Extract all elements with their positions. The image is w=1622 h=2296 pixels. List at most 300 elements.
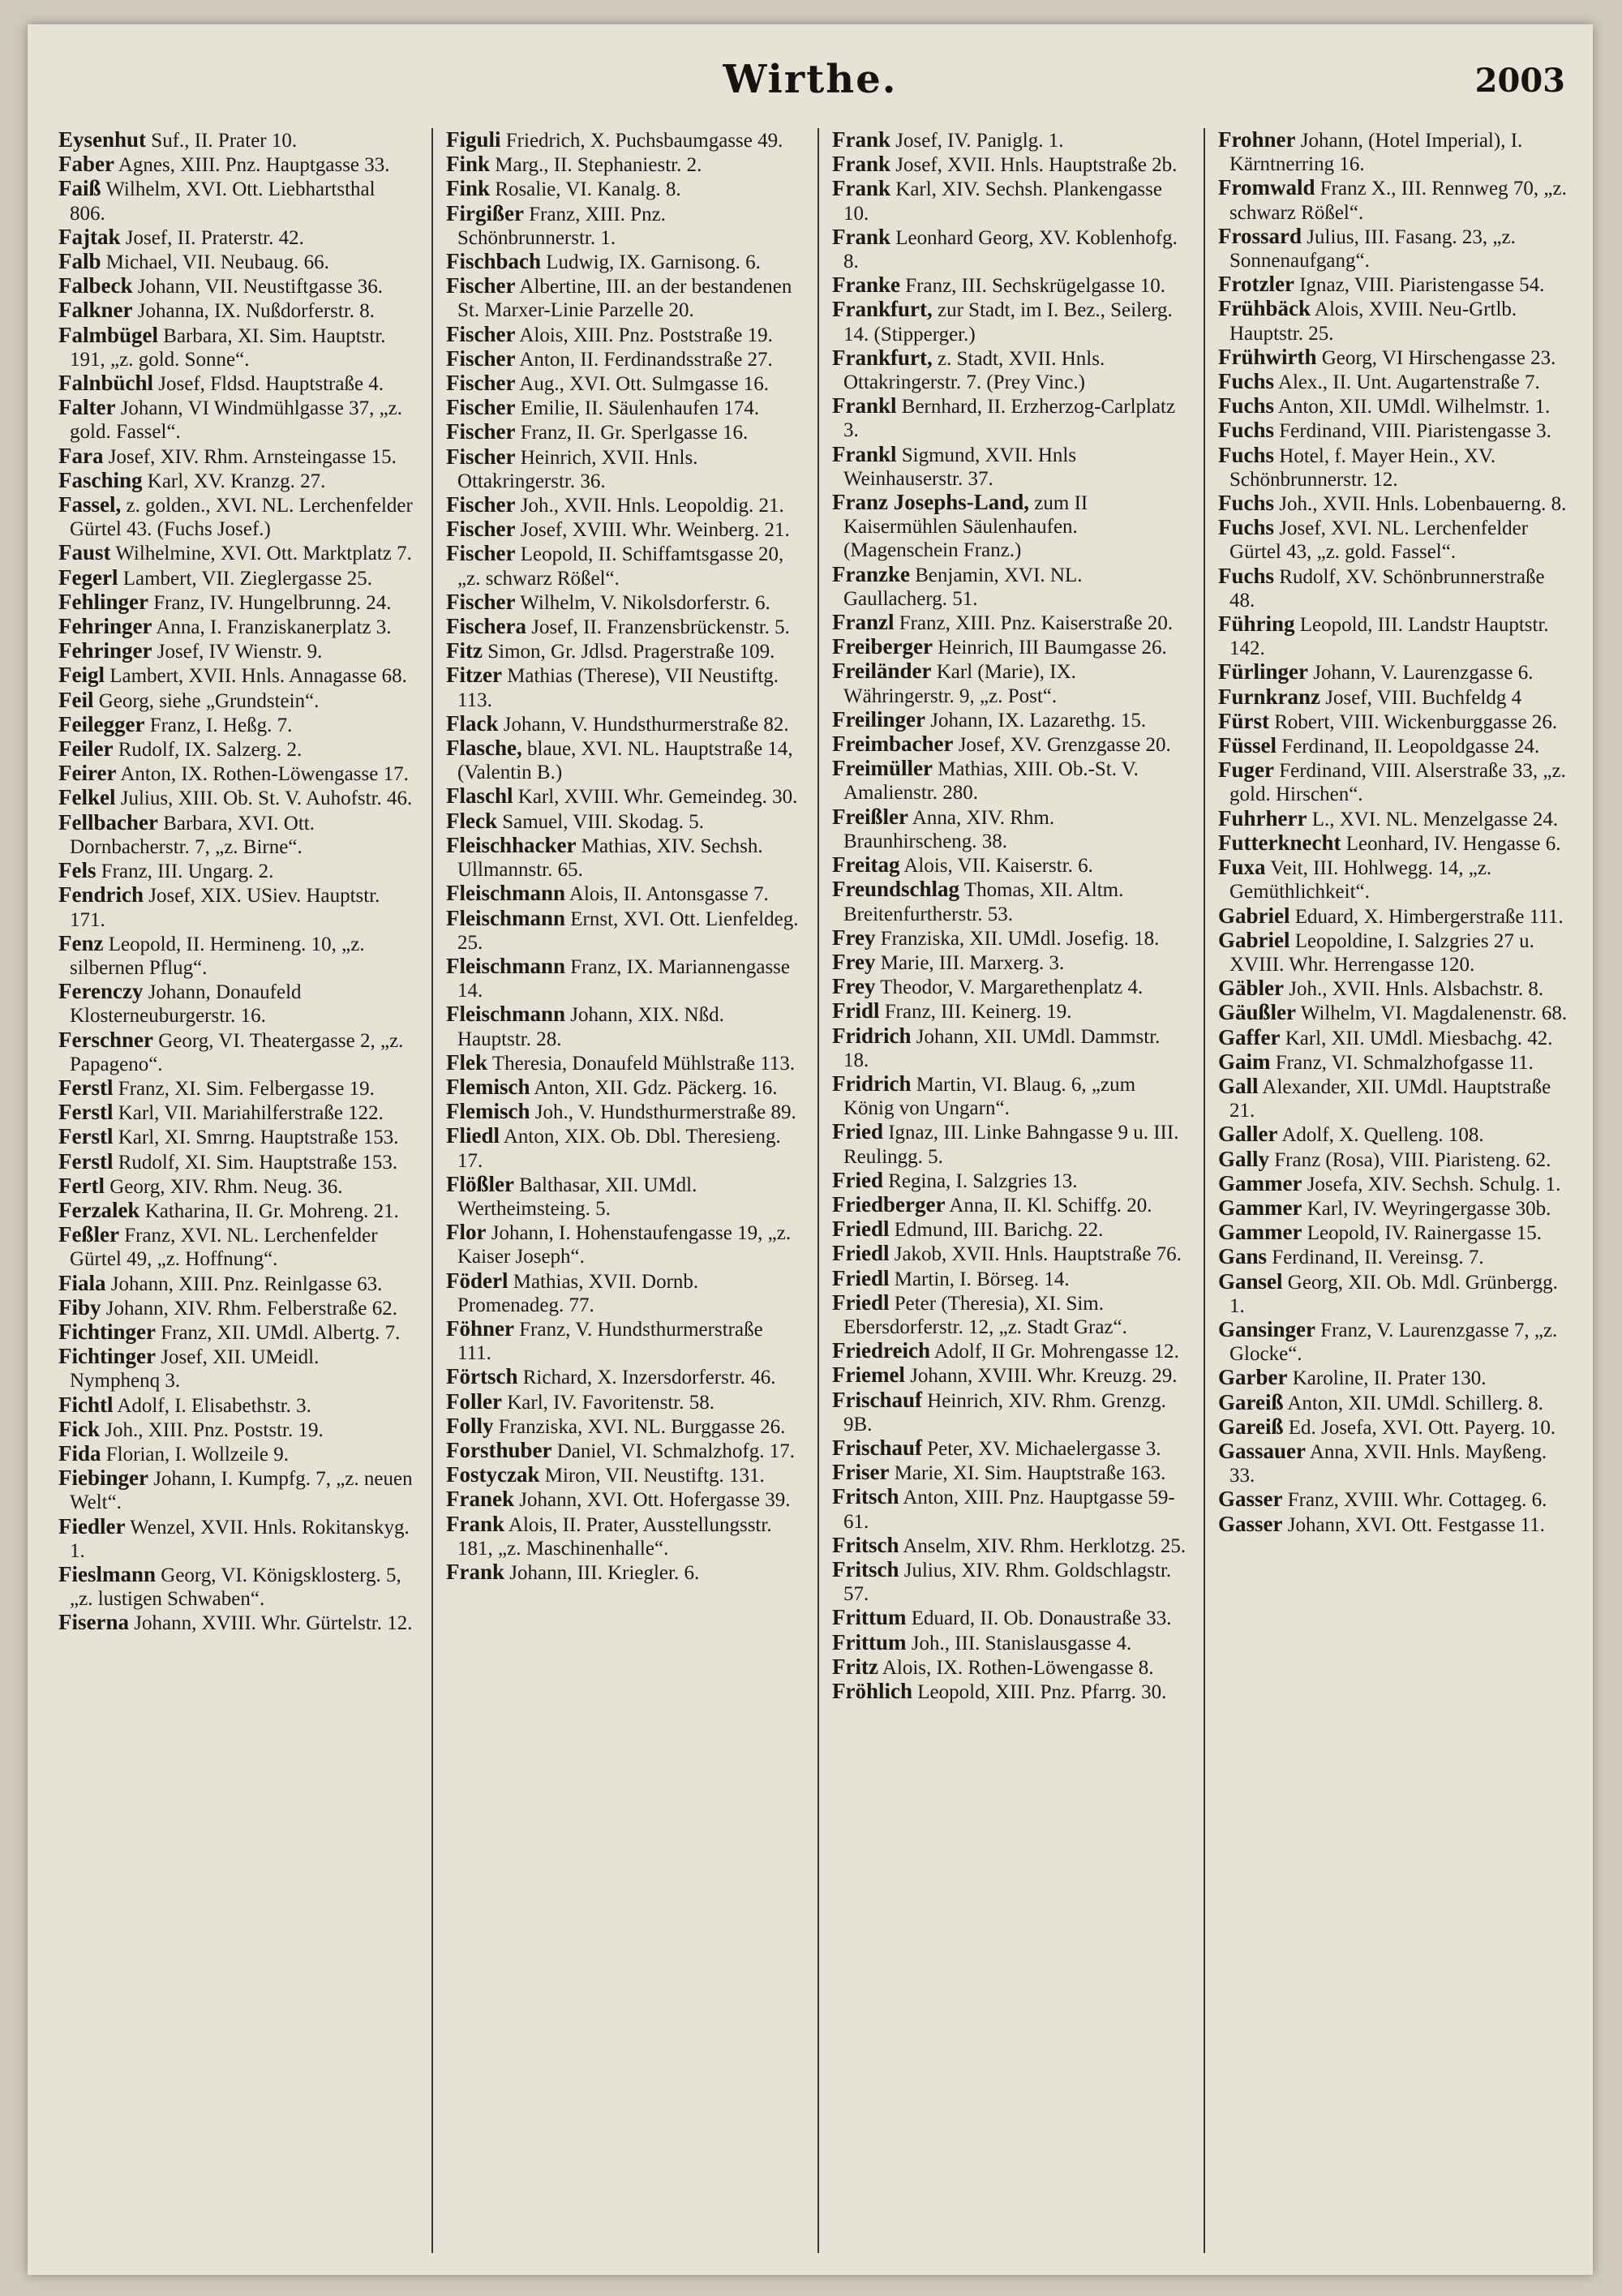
entry-name: Fridrich [832, 1071, 912, 1096]
entry-details: Josef, IV Wienstr. 9. [157, 641, 323, 663]
entry-details: Daniel, VI. Schmalzhofg. 17. [556, 1440, 795, 1462]
directory-entry [433, 202, 805, 250]
entry-details: Leopold, XIII. Pnz. Pfarrg. 30. [917, 1681, 1167, 1703]
columns [45, 128, 1575, 2253]
entry-details: Georg, XIV. Rhm. Neug. 36. [109, 1175, 343, 1198]
entry-name: Führing [1218, 612, 1295, 637]
entry-details: Josef, XVII. Hnls. Hauptstraße 2b. [895, 154, 1178, 177]
directory-entry [45, 1418, 417, 1442]
entry-name: Falbeck [58, 273, 133, 298]
entry-name: Fischer [446, 517, 516, 542]
entry-details: Alois, IX. Rothen-Löwengasse 8. [882, 1656, 1154, 1679]
entry-name: Franzke [832, 561, 910, 586]
entry-details: Balthasar, XII. UMdl. Wertheimsteing. 5. [457, 1174, 697, 1220]
directory-entry [1205, 1513, 1577, 1537]
entry-details: Johann, IX. Lazarethg. 15. [930, 709, 1147, 732]
entry-details: Anton, IX. Rothen-Löwengasse 17. [120, 763, 409, 786]
entry-details: Ludwig, IX. Garnisong. 6. [546, 251, 761, 274]
entry-details: Veit, III. Hohlwegg. 14, „z. Gemüthlichkeit“. [1229, 857, 1492, 903]
entry-details: Josef, Fldsd. Hauptstraße 4. [158, 373, 384, 396]
entry-name: Fellbacher [58, 809, 158, 835]
entry-details: Franz, V. Laurenzgasse 7, „z. Glocke“. [1229, 1319, 1558, 1366]
directory-entry [819, 659, 1191, 707]
directory-entry [819, 1680, 1191, 1704]
entry-details: Ferdinand, VIII. Piaristengasse 3. [1279, 420, 1551, 443]
page-number: 2003 [1474, 62, 1565, 100]
entry-details: Adolf, II Gr. Mohrengasse 12. [933, 1341, 1179, 1363]
directory-entry [1205, 176, 1577, 224]
directory-entry [433, 1439, 805, 1463]
entry-details: Johann, V. Laurenzgasse 6. [1313, 662, 1534, 685]
entry-details: Franziska, XVI. NL. Burggasse 26. [498, 1415, 786, 1438]
entry-details: Josef, II. Praterstr. 42. [125, 226, 304, 249]
entry-details: Anna, II. Kl. Schiffg. 20. [949, 1194, 1152, 1217]
directory-entry [45, 859, 417, 883]
entry-name: Fridl [832, 998, 880, 1024]
entry-details: Josef, XVIII. Whr. Weinberg. 21. [520, 519, 790, 542]
entry-details: Rudolf, IX. Salzerg. 2. [118, 739, 303, 762]
entry-name: Fehlinger [58, 589, 148, 614]
entry-name: Förtsch [446, 1364, 518, 1389]
directory-entry [1205, 612, 1577, 660]
entry-details: Johann, III. Kriegler. 6. [509, 1561, 700, 1584]
directory-entry [433, 420, 805, 444]
directory-entry [433, 445, 805, 493]
directory-entry [433, 955, 805, 1002]
entry-name: Fuchs [1218, 418, 1275, 443]
directory-entry [819, 1024, 1191, 1072]
directory-entry [433, 493, 805, 517]
directory-entry [45, 1076, 417, 1101]
entry-name: Fritsch [832, 1484, 899, 1509]
entry-details: blaue, XVI. NL. Hauptstraße 14, (Valentin B.) [457, 738, 793, 784]
entry-details: Franz, XII. UMdl. Albertg. 7. [161, 1321, 401, 1344]
directory-entry [45, 566, 417, 590]
entry-name: Frischauf [832, 1387, 922, 1412]
entry-details: Leopold, IV. Rainergasse 15. [1307, 1222, 1543, 1245]
entry-name: Fenz [58, 930, 104, 955]
directory-entry [45, 250, 417, 274]
entry-name: Fischera [446, 614, 526, 639]
entry-details: Georg, XII. Ob. Mdl. Grünbergg. 1. [1229, 1271, 1558, 1317]
entry-name: Gasser [1218, 1487, 1283, 1512]
entry-name: Feigl [58, 663, 105, 688]
directory-entry [45, 1174, 417, 1199]
directory-entry [819, 1291, 1191, 1339]
directory-page [28, 24, 1593, 2275]
directory-entry [433, 542, 805, 590]
directory-entry [433, 1487, 805, 1512]
directory-entry [45, 786, 417, 810]
directory-entry [433, 274, 805, 322]
directory-entry [819, 128, 1191, 152]
directory-entry [433, 1002, 805, 1050]
entry-name: Fuxa [1218, 855, 1266, 880]
page-header [28, 57, 1593, 130]
entry-name: Frank [832, 224, 891, 249]
directory-entry [45, 663, 417, 688]
entry-name: Galler [1218, 1122, 1278, 1147]
entry-name: Föderl [446, 1268, 508, 1293]
directory-entry [819, 177, 1191, 225]
entry-details: Johann, (Hotel Imperial), I. Kärntnerring 16. [1229, 130, 1523, 176]
entry-details: Franz, III. Keinerg. 19. [884, 1001, 1072, 1024]
entry-name: Frankfurt, [832, 345, 933, 370]
directory-entry [433, 1513, 805, 1560]
entry-name: Falb [58, 249, 101, 274]
entry-details: Karl, VII. Mariahilferstraße 122. [118, 1102, 384, 1125]
entry-name: Fischer [446, 419, 516, 444]
entry-details: Karl, XVIII. Whr. Gemeindeg. 30. [517, 786, 798, 809]
directory-entry [1205, 273, 1577, 297]
entry-details: Wilhelm, XVI. Ott. Liebhartsthal 806. [70, 178, 375, 225]
directory-entry [1205, 1391, 1577, 1415]
directory-entry [1205, 345, 1577, 370]
entry-name: Friedberger [832, 1191, 946, 1217]
directory-entry [819, 1267, 1191, 1291]
directory-entry [819, 951, 1191, 975]
entry-details: Samuel, VIII. Skodag. 5. [502, 810, 705, 833]
directory-entry [45, 932, 417, 980]
directory-entry [433, 323, 805, 347]
entry-name: Friedl [832, 1217, 890, 1242]
directory-entry [1205, 1318, 1577, 1366]
entry-name: Fischer [446, 492, 516, 517]
directory-entry [45, 1563, 417, 1611]
entry-details: Johann, XVIII. Whr. Kreuzg. 29. [910, 1365, 1178, 1388]
entry-details: Franz, IV. Hungelbrunng. 24. [153, 591, 392, 614]
directory-entry [819, 1217, 1191, 1242]
entry-details: Theodor, V. Margarethenplatz 4. [880, 976, 1144, 999]
entry-details: Martin, I. Börseg. 14. [894, 1268, 1070, 1290]
entry-name: Fiebinger [58, 1466, 148, 1491]
entry-name: Franke [832, 273, 900, 298]
directory-entry [433, 1100, 805, 1124]
entry-name: Ferzalek [58, 1197, 140, 1222]
entry-details: Johann, XVI. Ott. Festgasse 11. [1287, 1513, 1545, 1536]
directory-entry [819, 975, 1191, 999]
entry-name: Fischer [446, 395, 516, 420]
entry-name: Gansel [1218, 1268, 1283, 1294]
entry-details: Leopoldine, I. Salzgries 27 u. XVIII. Whr. Herrengasse 120. [1229, 929, 1534, 976]
entry-details: Joh., XVII. Hnls. Leopoldig. 21. [520, 495, 784, 517]
entry-details: Aug., XVI. Ott. Sulmgasse 16. [519, 373, 769, 396]
directory-entry [45, 639, 417, 663]
entry-name: Frey [832, 949, 876, 974]
directory-entry [433, 1414, 805, 1439]
entry-name: Föhner [446, 1315, 514, 1341]
entry-name: Gaim [1218, 1049, 1271, 1074]
entry-name: Freißler [832, 804, 908, 829]
directory-entry [819, 732, 1191, 757]
entry-details: Theresia, Donaufeld Mühlstraße 113. [491, 1052, 796, 1075]
entry-details: Thomas, XII. Altm. Breitenfurtherstr. 53. [843, 879, 1124, 925]
entry-name: Faiß [58, 176, 101, 201]
directory-entry [1205, 491, 1577, 516]
directory-entry [45, 1028, 417, 1076]
entry-name: Faust [58, 540, 111, 565]
directory-entry [45, 541, 417, 565]
entry-name: Fehringer [58, 638, 152, 663]
directory-entry [45, 396, 417, 444]
directory-entry [433, 712, 805, 736]
directory-entry [433, 615, 805, 639]
entry-details: Joh., XIII. Pnz. Poststr. 19. [105, 1418, 324, 1441]
entry-details: Anton, XII. Gdz. Päckerg. 16. [534, 1076, 778, 1099]
directory-entry [1205, 1050, 1577, 1075]
entry-details: Anton, XIX. Ob. Dbl. Theresieng. 17. [457, 1126, 781, 1172]
entry-details: Leonhard, IV. Hengasse 6. [1345, 832, 1561, 855]
entry-details: Josef, XIV. Rhm. Arnsteingasse 15. [108, 445, 397, 468]
entry-details: Karl, XIV. Sechsh. Plankengasse 10. [843, 178, 1162, 225]
entry-name: Furnkranz [1218, 684, 1321, 709]
entry-details: Johann, XIII. Pnz. Reinlgasse 63. [110, 1272, 383, 1295]
entry-name: Fürst [1218, 708, 1269, 733]
entry-name: Flek [446, 1049, 487, 1075]
entry-name: Gammer [1218, 1220, 1302, 1245]
entry-name: Faber [58, 152, 114, 177]
entry-details: Suf., II. Prater 10. [151, 130, 298, 152]
entry-name: Frank [832, 176, 891, 201]
entry-name: Folly [446, 1413, 494, 1438]
entry-details: Josef, VIII. Buchfeldg 4 [1325, 686, 1522, 709]
entry-details: Agnes, XIII. Pnz. Hauptgasse 33. [118, 154, 390, 177]
entry-details: Johann, I. Kumpfg. 7, „z. neuen Welt“. [70, 1468, 413, 1514]
entry-details: Anna, XIV. Rhm. Braunhirscheng. 38. [843, 806, 1055, 852]
directory-entry [45, 762, 417, 786]
entry-details: Johann, V. Hundsthurmerstraße 82. [503, 713, 789, 736]
entry-name: Felkel [58, 785, 116, 810]
directory-entry [1205, 856, 1577, 903]
entry-details: Anselm, XIV. Rhm. Herklotzg. 25. [903, 1534, 1186, 1557]
entry-details: Ernst, XVI. Ott. Lienfeldeg. 25. [457, 908, 799, 954]
entry-details: Josef, II. Franzensbrückenstr. 5. [531, 616, 790, 639]
entry-name: Fostyczak [446, 1462, 540, 1487]
directory-entry [1205, 1148, 1577, 1172]
directory-entry [433, 1075, 805, 1100]
directory-entry [1205, 758, 1577, 806]
entry-name: Fiala [58, 1270, 106, 1295]
entry-details: Franz, XIII. Pnz. Schönbrunnerstr. 1. [457, 203, 666, 249]
directory-entry [1205, 128, 1577, 176]
entry-details: Katharina, II. Gr. Mohreng. 21. [144, 1199, 399, 1222]
entry-details: Peter (Theresia), XI. Sim. Ebersdorferstr. 12, „z. Stadt Graz“. [843, 1292, 1127, 1338]
entry-name: Ferschner [58, 1027, 153, 1052]
entry-details: Peter, XV. Michaelergasse 3. [927, 1437, 1161, 1460]
entry-name: Gans [1218, 1244, 1268, 1269]
directory-entry [1205, 660, 1577, 685]
directory-entry [433, 250, 805, 274]
entry-name: Fertl [58, 1173, 105, 1198]
entry-name: Fischer [446, 444, 516, 469]
directory-entry [1205, 297, 1577, 345]
entry-name: Fischer [446, 541, 516, 566]
directory-entry [819, 635, 1191, 659]
directory-entry [1205, 1122, 1577, 1147]
directory-entry [819, 1193, 1191, 1217]
entry-details: Josef, IV. Paniglg. 1. [895, 130, 1064, 152]
entry-details: Richard, X. Inzersdorferstr. 46. [522, 1367, 776, 1389]
entry-details: Johann, XII. UMdl. Dammstr. 18. [843, 1025, 1161, 1071]
entry-name: Freundschlag [832, 877, 960, 902]
entry-name: Friser [832, 1460, 890, 1485]
entry-details: Marie, XI. Sim. Hauptstraße 163. [894, 1462, 1166, 1485]
entry-details: Ferdinand, II. Vereinsg. 7. [1272, 1247, 1484, 1269]
entry-name: Fuchs [1218, 442, 1275, 467]
entry-details: Johann, XVIII. Whr. Gürtelstr. 12. [134, 1612, 413, 1635]
section-title: Wirthe. [723, 57, 898, 102]
entry-details: Josef, XIX. USiev. Hauptstr. 171. [70, 885, 380, 931]
directory-entry [433, 736, 805, 784]
directory-entry [1205, 1196, 1577, 1221]
directory-entry [1205, 685, 1577, 710]
directory-entry [45, 1345, 417, 1393]
directory-entry [45, 590, 417, 615]
directory-entry [433, 347, 805, 371]
directory-entry [45, 1466, 417, 1514]
directory-entry [433, 663, 805, 711]
entry-name: Freimbacher [832, 732, 954, 757]
entry-details: Joh., III. Stanislausgasse 4. [911, 1632, 1132, 1654]
directory-entry [819, 805, 1191, 853]
entry-details: Karl, XV. Kranzg. 27. [147, 470, 326, 492]
entry-name: Frank [446, 1511, 505, 1536]
entry-details: Anton, XII. UMdl. Wilhelmstr. 1. [1277, 396, 1551, 418]
entry-name: Fitzer [446, 663, 502, 688]
entry-name: Freitag [832, 852, 900, 878]
directory-entry [433, 834, 805, 882]
directory-entry [819, 1606, 1191, 1630]
directory-entry [1205, 1001, 1577, 1025]
entry-details: Franz, XVIII. Whr. Cottageg. 6. [1287, 1489, 1547, 1512]
entry-details: Barbara, XVI. Ott. Dornbacherstr. 7, „z. Birne“. [70, 812, 315, 858]
directory-entry [433, 1269, 805, 1317]
directory-entry [1205, 734, 1577, 758]
directory-entry [45, 1442, 417, 1466]
directory-entry [819, 1436, 1191, 1461]
entry-details: Mathias, XVII. Dornb. Promenadeg. 77. [457, 1270, 699, 1316]
directory-entry [1205, 1026, 1577, 1050]
entry-details: Franz, II. Gr. Sperlgasse 16. [520, 422, 749, 444]
directory-entry [819, 1631, 1191, 1655]
directory-entry [45, 811, 417, 859]
entry-details: Wilhelm, V. Nikolsdorferstr. 6. [520, 591, 770, 614]
directory-entry [819, 394, 1191, 442]
entry-name: Fajtak [58, 224, 121, 249]
directory-entry [1205, 225, 1577, 273]
directory-entry [45, 298, 417, 323]
entry-name: Fleischmann [446, 1002, 566, 1027]
directory-entry [819, 1388, 1191, 1436]
directory-entry [819, 708, 1191, 732]
entry-name: Gabriel [1218, 927, 1290, 952]
entry-details: Georg, VI Hirschengasse 23. [1321, 346, 1556, 369]
entry-name: Foller [446, 1388, 502, 1414]
directory-entry [45, 493, 417, 541]
entry-name: Fiserna [58, 1610, 129, 1635]
entry-name: Friedl [832, 1290, 890, 1315]
entry-name: Frankl [832, 393, 897, 418]
entry-name: Fieslmann [58, 1561, 157, 1586]
directory-entry [1205, 1221, 1577, 1245]
entry-details: Jakob, XVII. Hnls. Hauptstraße 76. [894, 1243, 1182, 1266]
directory-entry [433, 396, 805, 420]
directory-entry [819, 1072, 1191, 1120]
entry-name: Fischer [446, 321, 516, 346]
entry-name: Ferenczy [58, 979, 144, 1004]
directory-entry [45, 883, 417, 931]
entry-name: Fichtinger [58, 1319, 156, 1344]
entry-name: Fehringer [58, 614, 152, 639]
entry-details: Franz, XI. Sim. Felbergasse 19. [118, 1077, 375, 1100]
entry-name: Gammer [1218, 1170, 1302, 1195]
entry-details: Eduard, X. Himbergerstraße 111. [1294, 905, 1564, 928]
entry-name: Frank [446, 1559, 505, 1584]
entry-name: Friedl [832, 1241, 890, 1266]
entry-name: Frittum [832, 1629, 907, 1654]
directory-entry [819, 1655, 1191, 1680]
entry-details: Sigmund, XVII. Hnls Weinhauserstr. 37. [843, 444, 1077, 490]
entry-name: Fritz [832, 1654, 878, 1679]
entry-details: Wilhelmine, XVI. Ott. Marktplatz 7. [115, 543, 412, 565]
entry-name: Feil [58, 687, 94, 712]
directory-entry [1205, 564, 1577, 612]
directory-entry [819, 611, 1191, 635]
entry-name: Fels [58, 858, 97, 883]
entry-name: Gaffer [1218, 1024, 1281, 1049]
entry-details: Franz (Rosa), VIII. Piaristeng. 62. [1274, 1148, 1551, 1171]
directory-entry [819, 1339, 1191, 1363]
entry-name: Fiby [58, 1294, 101, 1320]
entry-details: Karoline, II. Prater 130. [1292, 1367, 1487, 1390]
entry-name: Gareiß [1218, 1389, 1284, 1414]
entry-details: Edmund, III. Barichg. 22. [894, 1219, 1104, 1242]
entry-name: Fendrich [58, 882, 144, 908]
directory-entry [45, 737, 417, 762]
entry-name: Fegerl [58, 564, 118, 590]
entry-details: Franz, XIII. Pnz. Kaiserstraße 20. [899, 612, 1174, 635]
entry-name: Firgißer [446, 200, 524, 225]
entry-name: Freimüller [832, 756, 933, 781]
directory-entry [45, 1296, 417, 1320]
entry-name: Friedl [832, 1265, 890, 1290]
entry-name: Falkner [58, 298, 133, 323]
directory-entry [433, 784, 805, 809]
entry-details: Leopold, II. Hermineng. 10, „z. silbernen Pflug“. [70, 933, 365, 979]
column-4 [1204, 128, 1577, 2253]
entry-details: Barbara, XI. Sim. Hauptstr. 191, „z. gold. Sonne“. [70, 324, 386, 371]
entry-name: Gammer [1218, 1195, 1302, 1220]
directory-entry [45, 1611, 417, 1635]
directory-entry [433, 1124, 805, 1172]
entry-details: Benjamin, XVI. NL. Gaullacherg. 51. [843, 564, 1083, 610]
directory-entry [819, 225, 1191, 273]
entry-details: Anton, II. Ferdinandsstraße 27. [519, 348, 773, 371]
directory-entry [1205, 976, 1577, 1001]
directory-entry [819, 878, 1191, 925]
entry-details: Josef, XV. Grenzgasse 20. [958, 734, 1171, 757]
directory-entry [433, 590, 805, 615]
entry-details: Anton, XIII. Pnz. Hauptgasse 59-61. [843, 1487, 1175, 1533]
entry-name: Fuchs [1218, 393, 1275, 418]
entry-details: Julius, XIV. Rhm. Goldschlagstr. 57. [843, 1559, 1172, 1606]
entry-name: Futterknecht [1218, 830, 1341, 855]
entry-details: z. golden., XVI. NL. Lerchenfelder Gürtel 43. (Fuchs Josef.) [70, 495, 413, 541]
entry-name: Ferstl [58, 1148, 114, 1174]
directory-entry [1205, 929, 1577, 976]
directory-entry [819, 757, 1191, 805]
entry-details: Anna, XVII. Hnls. Mayßeng. 33. [1229, 1440, 1547, 1487]
